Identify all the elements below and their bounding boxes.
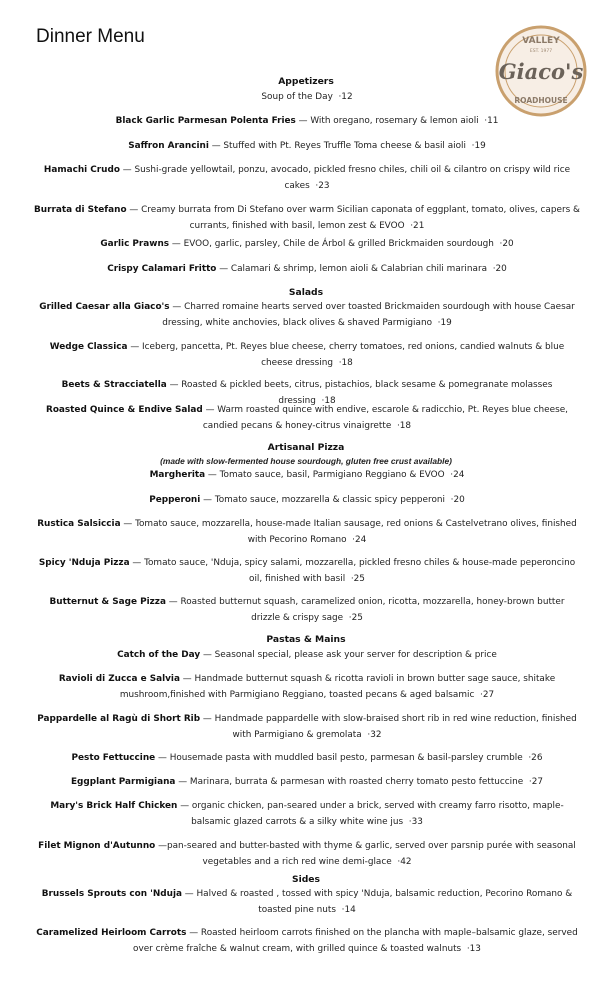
item-name: Spicy 'Nduja Pizza xyxy=(38,558,130,568)
page-title: Dinner Menu xyxy=(36,26,145,47)
logo-est-text: EST. 1977 xyxy=(529,49,553,54)
item-desc: — Charred romaine hearts served over toasted Brickmaiden sourdough with house Caesar dressing, white anchovies, black olives & shaved Parmigiano xyxy=(162,302,575,328)
menu-item xyxy=(34,89,580,105)
item-desc: — Seasonal special, please ask your server for description & price xyxy=(200,650,497,660)
menu-item xyxy=(34,339,580,371)
item-price: ·27 xyxy=(480,690,495,700)
item-price: ·18 xyxy=(396,421,412,431)
section-title-pastas-mains: Pastas & Mains xyxy=(266,634,346,645)
menu-item xyxy=(34,299,580,331)
item-desc: — Tomato sauce, basil, Parmigiano Reggiano & EVOO xyxy=(205,470,445,480)
menu-item xyxy=(34,647,580,663)
logo-brand-text: Giaco's xyxy=(498,59,584,84)
item-price: ·26 xyxy=(528,753,543,763)
logo-bottom-text: ROADHOUSE xyxy=(514,96,568,105)
item-name: Pesto Fettuccine xyxy=(71,753,156,763)
item-name: Pepperoni xyxy=(149,495,201,505)
menu-item xyxy=(34,711,580,743)
logo-top-text: VALLEY xyxy=(522,36,560,46)
menu-item xyxy=(34,798,580,830)
menu-item xyxy=(34,236,580,252)
item-name: Garlic Prawns xyxy=(100,239,170,249)
item-name: Ravioli di Zucca e Salvia xyxy=(58,674,180,684)
section-title-sides: Sides xyxy=(291,874,321,885)
item-price: ·24 xyxy=(450,470,465,480)
item-desc: — Sushi-grade yellowtail, ponzu, avocado, pickled fresno chiles, chili oil & cilantro on crispy wild rice cakes xyxy=(119,165,571,191)
item-desc: — Housemade pasta with muddled basil pesto, parmesan & basil-parsley crumble xyxy=(155,753,523,763)
item-name: Catch of the Day xyxy=(117,650,201,660)
item-price: ·25 xyxy=(348,613,363,623)
item-name: Crispy Calamari Fritto xyxy=(107,264,217,274)
item-price: ·27 xyxy=(528,777,544,787)
menu-item xyxy=(34,202,580,234)
item-price: ·19 xyxy=(471,141,486,151)
item-price: ·20 xyxy=(450,495,465,505)
item-desc: — Marinara, burrata & parmesan with roasted cherry tomato pesto fettuccine xyxy=(175,777,524,787)
item-desc: — Handmade butternut squash & ricotta ravioli in brown butter sage sauce, shitake mushroom,finished with Parmigiano Reggiano, toasted pecans & aged balsamic xyxy=(119,674,556,700)
item-name: Beets & Stracciatella xyxy=(61,380,167,390)
menu-item xyxy=(34,838,580,870)
item-name: Mary's Brick Half Chicken xyxy=(50,801,178,811)
section-title-appetizers: Appetizers xyxy=(278,76,334,87)
item-desc: — Tomato sauce, mozzarella & classic spicy pepperoni xyxy=(200,495,445,505)
menu-item xyxy=(34,162,580,194)
item-price: ·25 xyxy=(350,574,365,584)
menu-item xyxy=(34,113,580,129)
item-name: Black Garlic Parmesan Polenta Fries xyxy=(115,116,296,126)
section-title-salads: Salads xyxy=(288,287,324,298)
item-name: Rustica Salsiccia xyxy=(37,519,121,529)
item-desc: — Calamari & shrimp, lemon aioli & Calabrian chili marinara xyxy=(216,264,488,274)
item-price: ·11 xyxy=(484,116,499,126)
item-price: ·12 xyxy=(338,92,353,102)
item-price: ·33 xyxy=(408,817,423,827)
menu-item xyxy=(34,671,580,703)
menu-item xyxy=(34,750,580,766)
menu-item xyxy=(34,402,580,434)
item-name: Eggplant Parmigiana xyxy=(70,777,176,787)
menu-item xyxy=(34,886,580,918)
item-price: ·20 xyxy=(492,264,507,274)
menu-item xyxy=(34,467,580,483)
pizza-crust-note: (made with slow-fermented house sourdough, gluten free crust available) xyxy=(160,456,452,466)
item-desc: — Roasted butternut squash, caramelized onion, ricotta, mozzarella, honey-brown butter drizzle & crispy sage xyxy=(165,597,565,623)
menu-item xyxy=(34,925,580,957)
item-name: Hamachi Crudo xyxy=(43,165,120,175)
menu-item xyxy=(34,594,580,626)
item-name: Pappardelle al Ragù di Short Rib xyxy=(37,714,201,724)
item-price: ·18 xyxy=(321,396,336,406)
item-desc: — Roasted & pickled beets, citrus, pistachios, black sesame & pomegranate molasses dressing xyxy=(166,380,553,406)
item-name: Burrata di Stefano xyxy=(34,205,127,215)
item-price: ·23 xyxy=(315,181,330,191)
item-desc: — organic chicken, pan-seared under a brick, served with creamy farro risotto, maple-balsamic glazed carrots & a silky white wine jus xyxy=(177,801,564,827)
item-name: Wedge Classica xyxy=(49,342,128,352)
menu-item xyxy=(34,555,580,587)
menu-item xyxy=(34,516,580,548)
item-name: Brussels Sprouts con 'Nduja xyxy=(41,889,182,899)
item-price: ·13 xyxy=(466,944,481,954)
item-name: Grilled Caesar alla Giaco's xyxy=(39,302,170,312)
item-desc: — Creamy burrata from Di Stefano over warm Sicilian caponata of eggplant, tomato, olives, capers & currants, finished with basil, lemon zest & EVOO xyxy=(126,205,580,231)
item-price: ·21 xyxy=(410,221,425,231)
item-desc: — Warm roasted quince with endive, escarole & radicchio, Pt. Reyes blue cheese, candied pecans & honey-citrus vinaigrette xyxy=(202,405,568,431)
item-name: Roasted Quince & Endive Salad xyxy=(45,405,203,415)
item-price: ·14 xyxy=(341,905,356,915)
item-name: Filet Mignon d'Autunno xyxy=(38,841,156,851)
item-desc: — With oregano, rosemary & lemon aioli xyxy=(295,116,479,126)
section-title-artisanal-pizza: Artisanal Pizza xyxy=(267,442,345,453)
item-price: ·42 xyxy=(397,857,412,867)
item-name: Caramelized Heirloom Carrots xyxy=(36,928,187,938)
menu-item xyxy=(34,492,580,508)
item-price: ·24 xyxy=(352,535,367,545)
item-name: Saffron Arancini xyxy=(128,141,209,151)
item-name: Margherita xyxy=(149,470,206,480)
item-desc: — Iceberg, pancetta, Pt. Reyes blue cheese, cherry tomatoes, red onions, candied walnuts & blue cheese dressing xyxy=(127,342,565,368)
menu-item xyxy=(34,138,580,154)
item-desc: Soup of the Day xyxy=(261,92,333,102)
item-price: ·32 xyxy=(367,730,382,740)
item-price: ·18 xyxy=(338,358,353,368)
item-desc: — Tomato sauce, 'Nduja, spicy salami, mozzarella, pickled fresno chiles & house-made peperoncino oil, finished with basil xyxy=(129,558,576,584)
item-desc: — Roasted heirloom carrots finished on the plancha with maple–balsamic glaze, served over crème fraîche & walnut cream, with grilled quince & toasted walnuts xyxy=(133,928,578,954)
menu-item xyxy=(34,261,580,277)
item-price: ·19 xyxy=(437,318,452,328)
item-desc: — Handmade pappardelle with slow-braised short rib in red wine reduction, finished with Parmigiano & gremolata xyxy=(200,714,577,740)
menu-item xyxy=(34,774,580,790)
item-desc: —pan-seared and butter-basted with thyme & garlic, served over parsnip purée with seasonal vegetables and a rich red wine demi-glace xyxy=(155,841,576,867)
item-desc: — EVOO, garlic, parsley, Chile de Árbol & grilled Brickmaiden sourdough xyxy=(169,239,494,249)
item-name: Butternut & Sage Pizza xyxy=(49,597,166,607)
item-desc: — Stuffed with Pt. Reyes Truffle Toma cheese & basil aioli xyxy=(208,141,466,151)
item-desc: — Halved & roasted , tossed with spicy 'Nduja, balsamic reduction, Pecorino Romano & toasted pine nuts xyxy=(181,889,573,915)
item-desc: — Tomato sauce, mozzarella, house-made Italian sausage, red onions & Castelvetrano olives, finished with Pecorino Romano xyxy=(120,519,577,545)
item-price: ·20 xyxy=(499,239,514,249)
